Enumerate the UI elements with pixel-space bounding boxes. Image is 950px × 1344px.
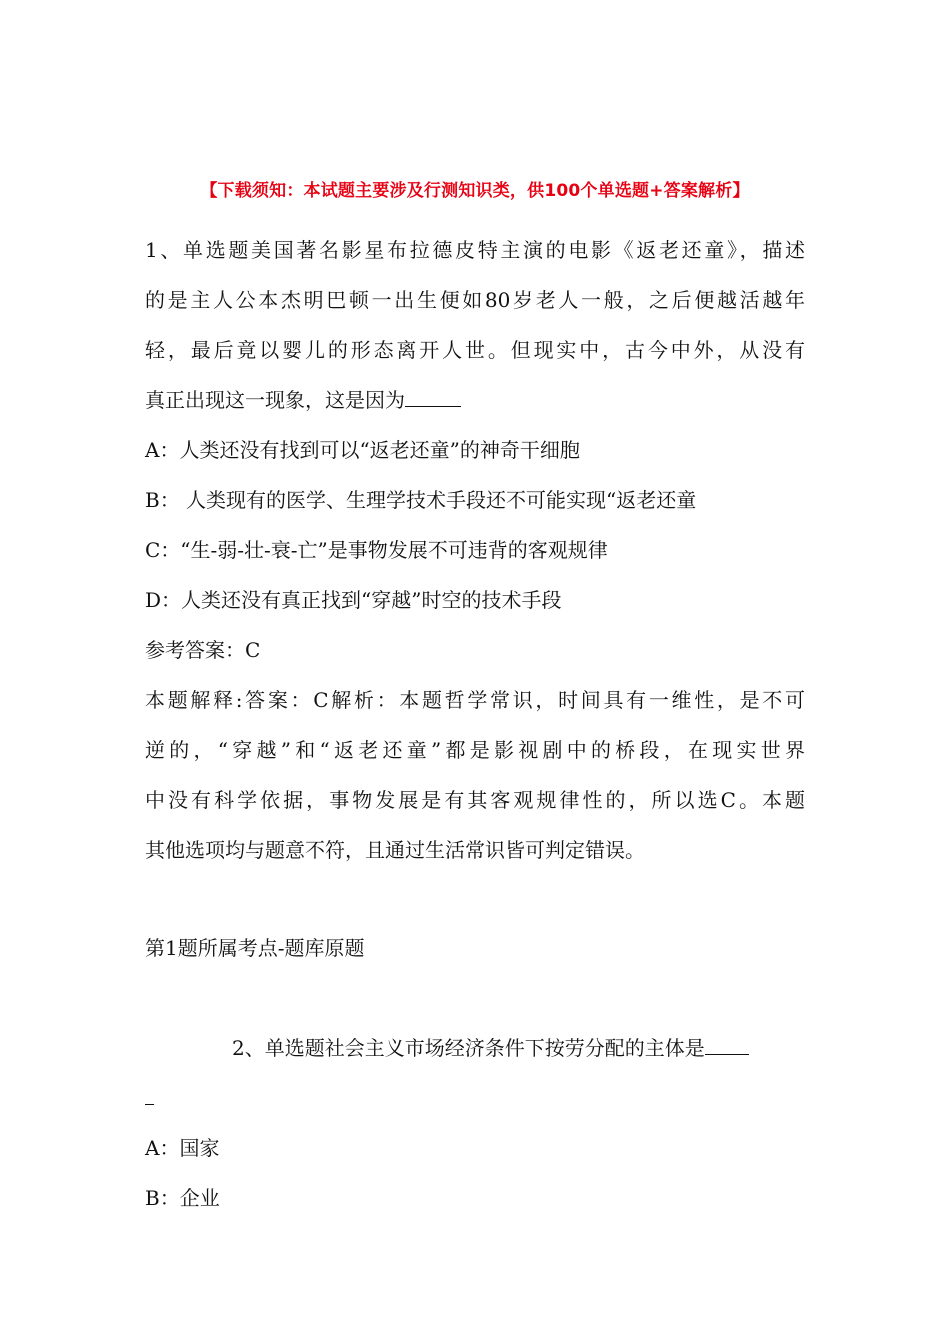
q1-explanation-line-3: 中没有科学依据，事物发展是有其客观规律性的，所以选C。本题 bbox=[145, 788, 805, 812]
q1-option-d: D：人类还没有真正找到“穿越”时空的技术手段 bbox=[145, 588, 562, 612]
q2-stem-line-2 bbox=[145, 1086, 154, 1110]
answer-blank-continued bbox=[145, 1086, 154, 1105]
q1-answer: 参考答案：C bbox=[145, 638, 261, 662]
answer-blank bbox=[405, 388, 461, 407]
q2-stem-line-1 bbox=[232, 1036, 749, 1060]
q1-stem-line-3: 轻，最后竟以婴儿的形态离开人世。但现实中，古今中外，从没有 bbox=[145, 338, 805, 362]
answer-blank bbox=[705, 1036, 749, 1055]
q1-option-b: B： 人类现有的医学、生理学技术手段还不可能实现“返老还童 bbox=[145, 488, 697, 512]
q1-stem-line-2: 的是主人公本杰明巴顿一出生便如80岁老人一般，之后便越活越年 bbox=[145, 288, 805, 312]
q1-explanation-line-1: 本题解释:答案：C解析：本题哲学常识，时间具有一维性，是不可 bbox=[145, 688, 805, 712]
q1-option-a: A：人类还没有找到可以“返老还童”的神奇干细胞 bbox=[145, 438, 580, 462]
q1-explanation-line-4: 其他选项均与题意不符，且通过生活常识皆可判定错误。 bbox=[145, 838, 645, 862]
q1-explanation-line-2: 逆的，“穿越”和“返老还童”都是影视剧中的桥段，在现实世界 bbox=[145, 738, 805, 762]
download-notice: 【下载须知：本试题主要涉及行测知识类，供100个单选题+答案解析】 bbox=[200, 181, 750, 201]
q1-source: 第1题所属考点-题库原题 bbox=[145, 936, 365, 960]
q1-stem-line-4 bbox=[145, 388, 461, 412]
q2-option-a: A：国家 bbox=[145, 1136, 220, 1160]
q1-stem-line-1: 1、单选题美国著名影星布拉德皮特主演的电影《返老还童》，描述 bbox=[145, 238, 805, 262]
q2-option-b: B：企业 bbox=[145, 1186, 220, 1210]
q1-option-c: C：“生-弱-壮-衰-亡”是事物发展不可违背的客观规律 bbox=[145, 538, 608, 562]
q1-stem-line-4-text: 真正出现这一现象，这是因为 bbox=[145, 388, 405, 412]
q2-stem-text: 2、单选题社会主义市场经济条件下按劳分配的主体是 bbox=[232, 1036, 705, 1060]
